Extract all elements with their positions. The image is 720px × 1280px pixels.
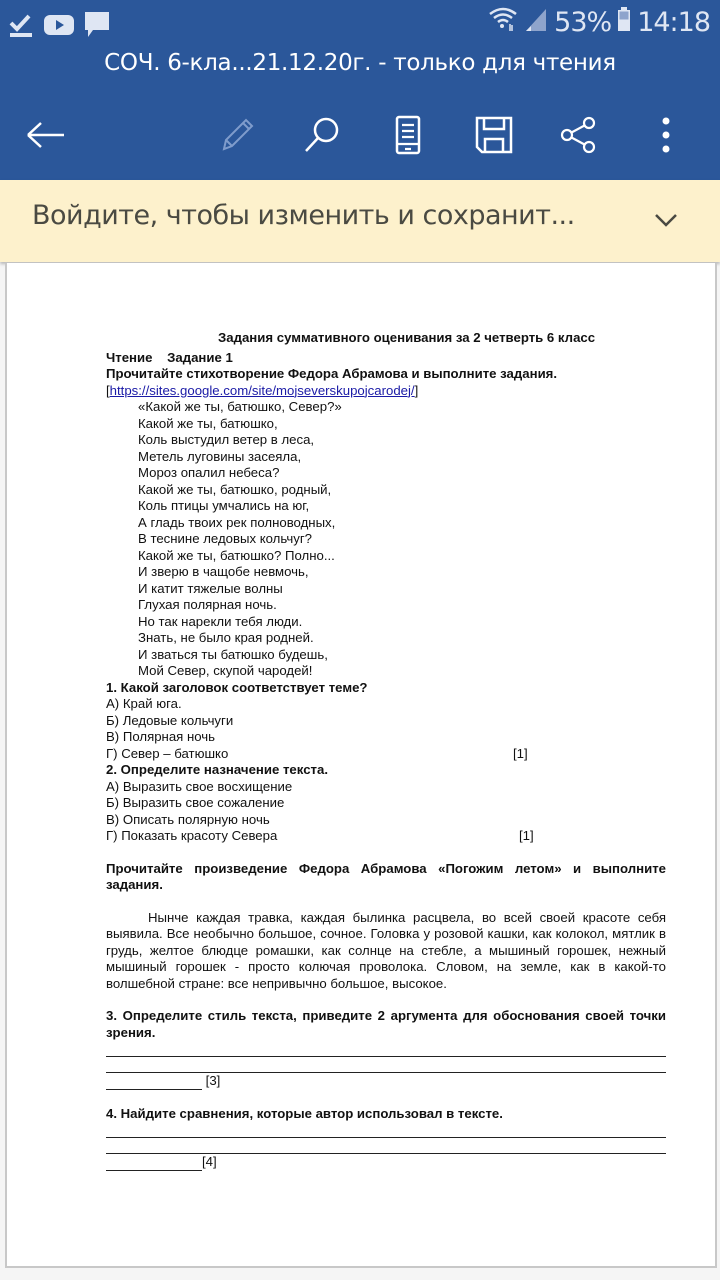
q3-score: [3] (205, 1073, 221, 1088)
banner-text: Войдите, чтобы изменить и сохранит... (32, 200, 575, 231)
floppy-disk-icon (474, 115, 514, 160)
edit-button[interactable] (212, 113, 260, 161)
poem-line: В теснине ледовых кольчуг? (138, 531, 312, 546)
poem-line: Коль выстудил ветер в леса, (138, 432, 315, 447)
answer-line (106, 1138, 666, 1154)
mobile-view-button[interactable] (384, 113, 432, 161)
arrow-left-icon (26, 120, 66, 155)
mobile-view-icon (394, 115, 422, 160)
expand-banner-button[interactable] (650, 204, 682, 236)
poem-line: И катит тяжелые волны (138, 580, 283, 596)
message-icon (84, 10, 110, 45)
more-vertical-icon (661, 115, 671, 160)
battery-icon (617, 6, 631, 39)
poem-line: Какой же ты, батюшко? Полно... (138, 547, 335, 563)
youtube-icon (44, 13, 74, 42)
q2-option: А) Выразить свое восхищение (106, 778, 293, 794)
poem-line: Коль птицы умчались на юг, (138, 498, 310, 513)
answer-line (106, 1122, 666, 1138)
answer-line (106, 1057, 666, 1073)
answer-line (106, 1157, 202, 1171)
poem-line: А гладь твоих рек полноводных, (138, 514, 336, 530)
poem (106, 399, 666, 680)
q4-score: [4] (202, 1154, 217, 1169)
q2-score: [1] (519, 828, 534, 843)
app-bar (0, 0, 720, 180)
answer-line (106, 1076, 202, 1090)
instruction-2: Прочитайте произведение Федора Абрамова «Погожим летом» и выполните задания. (106, 860, 666, 892)
poem-line: Но так нарекли тебя люди. (138, 613, 303, 629)
source-link[interactable]: https://sites.google.com/site/mojseverskupojcarodej/ (109, 382, 415, 398)
q2-option: Б) Выразить свое сожаление (106, 795, 285, 810)
document-content (106, 330, 666, 1171)
save-button[interactable] (470, 113, 518, 161)
instruction-1: Прочитайте стихотворение Федора Абрамова и выполните задания. (106, 366, 558, 381)
document-heading: Задания суммативного оценивания за 2 четверть 6 класс (218, 330, 596, 345)
question-1: 1. Какой заголовок соответствует теме? (106, 679, 368, 695)
wifi-icon (488, 6, 518, 39)
q1-option: Г) Север – батюшко (106, 745, 229, 761)
section-label: Чтение Задание 1 (106, 349, 233, 365)
poem-line: Мой Север, скупой чародей! (138, 663, 313, 678)
document-title: СОЧ. 6-кла...21.12.20г. - только для чтения (104, 50, 616, 76)
search-icon (302, 115, 342, 160)
poem-line: Какой же ты, батюшко, родный, (138, 481, 332, 497)
poem-line: Метель луговины засеяла, (138, 448, 302, 464)
cell-signal-icon (524, 6, 548, 39)
question-3: 3. Определите стиль текста, приведите 2 аргумента для обоснования своей точки зрения. (106, 1008, 666, 1040)
share-icon (559, 115, 599, 160)
q1-option: А) Край юга. (106, 696, 182, 711)
question-4: 4. Найдите сравнения, которые автор использовал в тексте. (106, 1105, 503, 1121)
q1-score: [1] (513, 745, 528, 761)
poem-line: И зваться ты батюшко будешь, (138, 646, 328, 662)
answer-line (106, 1041, 666, 1057)
more-options-button[interactable] (642, 113, 690, 161)
poem-line: Какой же ты, батюшко, (138, 415, 278, 431)
question-2: 2. Определите назначение текста. (106, 762, 328, 777)
story-paragraph: Нынче каждая травка, каждая былинка расцвела, во всей своей красоте себя выявила. Все необычно большое, сочное. Головка у розовой кашки, как колокол, мятлик в грудь, желтое блюдце ромашки, как солнце на стебле, а мышиный горошек, нежный мышиный горошек - просто колючая проволока. Словом, на земле, как в какой-то волшебной стране: все непривычно большое, высокое. (106, 909, 666, 991)
share-button[interactable] (555, 113, 603, 161)
q2-option: В) Описать полярную ночь (106, 811, 270, 827)
clock: 14:18 (637, 7, 710, 38)
battery-percent: 53% (554, 7, 612, 38)
source-link-line: [https://sites.google.com/site/mojseverskupojcarodej/] (106, 382, 419, 398)
toolbar (0, 105, 720, 165)
chevron-down-icon (650, 223, 682, 240)
search-button[interactable] (298, 113, 346, 161)
poem-line: Мороз опалил небеса? (138, 465, 280, 480)
status-bar (0, 0, 720, 48)
poem-line: Глухая полярная ночь. (138, 597, 277, 612)
pencil-icon (216, 115, 256, 160)
download-done-icon (8, 11, 34, 44)
poem-line: И зверю в чащобе невмочь, (138, 564, 309, 579)
sign-in-banner[interactable] (0, 180, 720, 262)
poem-line: Знать, не было края родней. (138, 630, 314, 645)
q2-option: Г) Показать красоту Севера (106, 828, 278, 843)
poem-line: «Какой же ты, батюшко, Север?» (138, 399, 342, 414)
q1-option: В) Полярная ночь (106, 729, 216, 744)
q1-option: Б) Ледовые кольчуги (106, 712, 234, 728)
back-button[interactable] (22, 113, 70, 161)
